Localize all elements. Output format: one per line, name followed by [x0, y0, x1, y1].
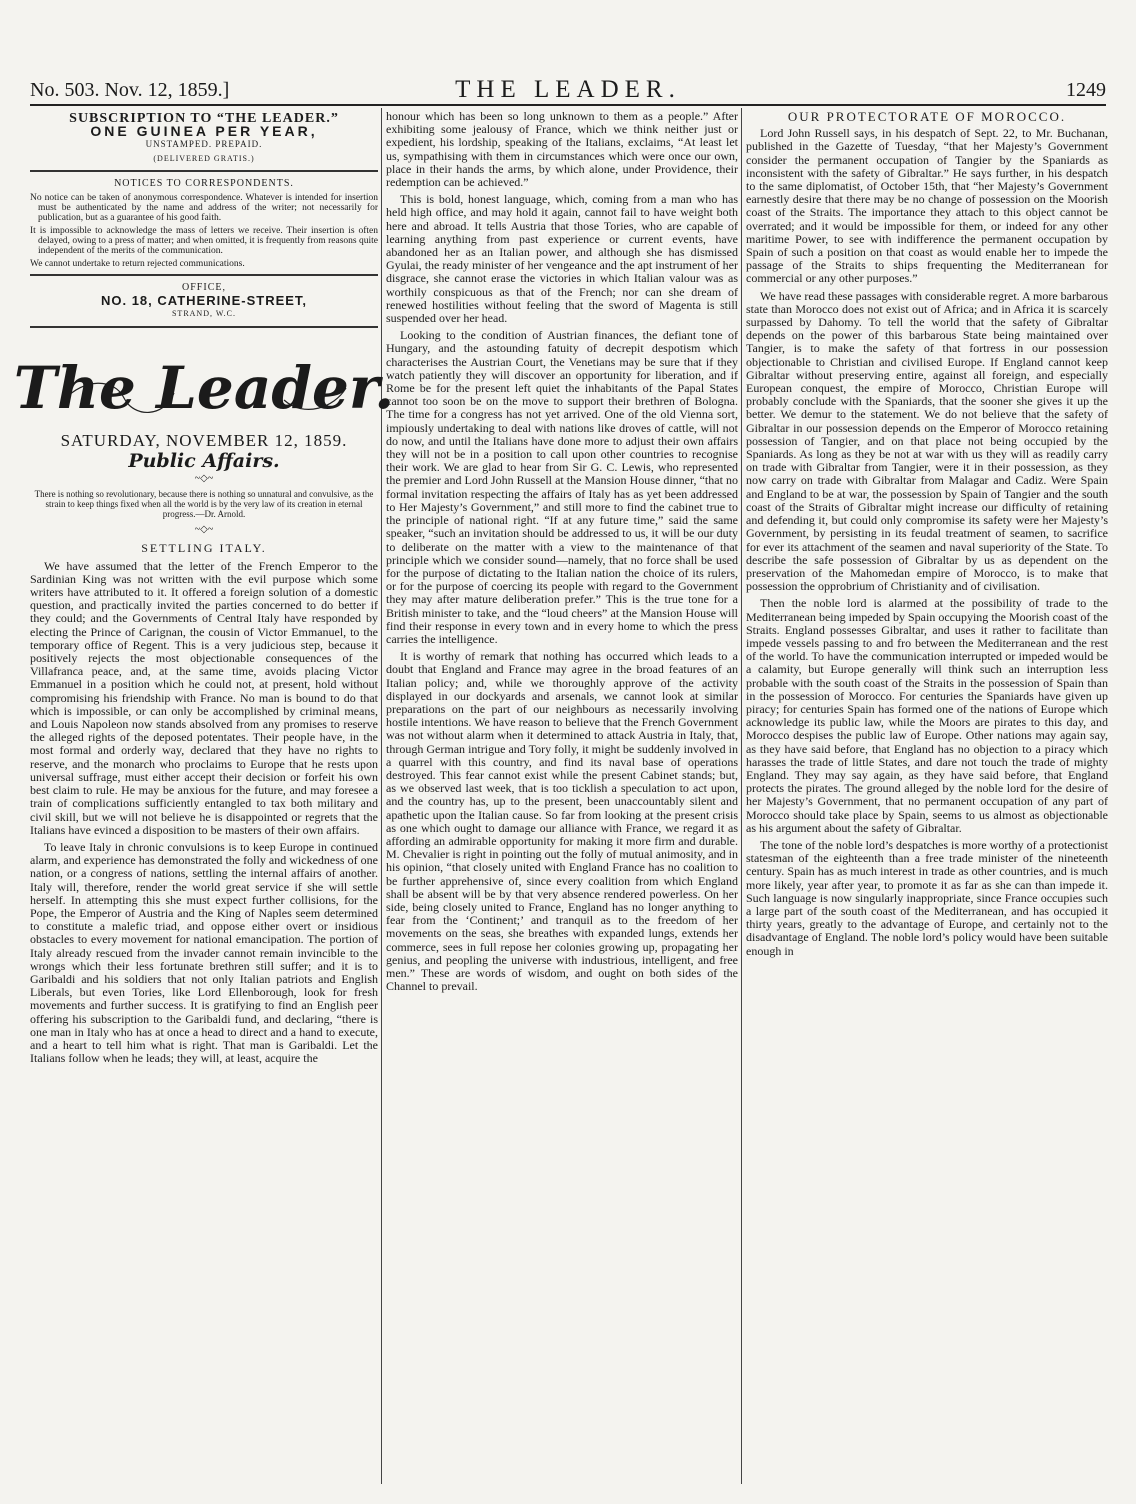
article-paragraph: Then the noble lord is alarmed at the possibility of trade to the Mediterranean being impeded by Spain occupying the Moorish coast of the Straits. England possesses Gibraltar, and uses it rather to facilitate than impede vessels passing to and fro between the Mediterranean and the rest of the world. To have the communication interrupted or impeded would be a calamity, but Europe generally will think such an interruption less probable with the south coast of the Straits in the possession of Spain than in the possession of Morocco. For centuries the Spaniards have given up piracy; for centuries Spain has formed one of the nations of Europe which acknowledge its public law, while the Moors are pirates to this day, and Morocco despises the public law of Europe. Other nations may again say, as they have said before, that England has no objection to a piracy which harasses the trade of little States, and dare not touch the trade of mighty England. They may say again, as they have said before, that England protects the pirates. The ground alleged by the noble lord for the desire of her Majesty’s Government, that no permanent occupation of any part of Morocco should take place by Spain, seems to us almost as objectionable as his argument about the safety of Gibraltar. [746, 596, 1108, 835]
article-paragraph: We have read these passages with considerable regret. A more barbarous state than Morocco does not exist out of Africa; and in Africa it is scarcely surpassed by Dahomy. To tell the world that the safety of Gibraltar depends on the power of this barbarous State being maintained over Tangier, is to make the safety of that fortress in our possession objectionable to Christian and civilised Europe. If England cannot keep Gibraltar without preserving entire, against all foreign, and especially European conquest, the empire of Morocco, Christian Europe will probably conclude with the Spaniards, that the sooner she gives it up the better. We demur to the statement. We do not believe that the safety of Gibraltar in our possession depends on the Emperor of Morocco retaining possession of Tangier, and on that place not being occupied by the Spaniards. As long as they be not at war with us they will as readily carry on trade with Gibraltar from Tangier, were it in their possession, as they now carry on trade with Gibraltar from Malagar and Cadiz. Were Spain and England to be at war, the possession by Spain of Tangier and the south coast of the Straits of Gibraltar might increase our difficulty of retaining and defending it, but could only compromise its safety were her Majesty’s Government, by persisting in its feudal treatment of seamen, to sacrifice for ever its attachment of the seamen and naval superiority of the State. To describe the safe possession of Gibraltar by us as dependent on the preservation of the Mahomedan empire of Morocco, is to make that possession the opprobrium of Christianity and of civilisation. [746, 288, 1108, 594]
article-paragraph: It is worthy of remark that nothing has occurred which leads to a doubt that England and France may agree in the broad features of an Italian policy; and, while we thoroughly approve of the activity displayed in our dockyards and arsenals, we cannot look at similar preparations on the part of our neighbours as necessarily involving hostile intentions. We have reason to believe that the French Government was not without alarm when it determined to attack Austria in Italy, that, through German intrigue and Tory folly, it might be suddenly involved in a quarrel with this country, and find its naval base of operations destroyed. This fear cannot exist while the present Cabinet stands; but, as we observed last week, that is too ticklish a speculation to act upon, and the country has, up to the present, been unaccountably silent and apathetic upon the Italian cause. So far from looking at the present crisis as one which ought to damage our alliance with France, we regard it as affording an admirable opportunity for making it more firm and durable. M. Chevalier is right in pointing out the folly of mutual animosity, and in his opinion, “that closely united with England France has no coalition to be further apprehensive of, since every coalition from which England shall be absent will be by that very absence rendered powerless. On her side, being closely united to France, England has no longer anything to fear from the ‘Continent;’ and tranquil as to the freedom of her movements on the seas, she breathes with expanded lungs, extends her commerce, sees in full repose her colonies growing up, propagating her genius, and peopling the universe with industrious, intelligent, and free men.” These are words of wisdom, and ought on both sides of the Channel to prevail. [386, 649, 738, 994]
article-paragraph: We have assumed that the letter of the French Emperor to the Sardinian King was not written with the evil purpose which some writers have attributed to it. It offered a foreign solution of a domestic question, and practically invited the parties concerned to do better if they could; and the Governments of Central Italy have responded by electing the Prince of Carignan, the cousin of Victor Emmanuel, to the temporary office of Regent. This is a very judicious step, because it positively rejects the most objectionable consequences of the Villafranca peace, and, at the same time, avoids placing Victor Emmanuel in a position which he could not, at present, hold without compromising his friendship with France. No man is bound to do that which is impossible, or can only be accomplished by criminal means, and Louis Napoleon now stands absolved from any promises to reserve the alleged rights of the deposed potentates. Their people have, in the most formal and orderly way, declared that they have no rights to reserve, and the monarch who proclaims to Europe that he rests upon universal suffrage, must either accept their decision or forfeit his own best claim to rule. He may be anxious for the future, and may foresee a train of complications sufficiently entangled to tax both military and civil skill, but we will not believe he is disappointed or regrets that the Italians have evinced a disposition to be masters of their own affairs. [30, 558, 378, 837]
column-rule [381, 108, 382, 1484]
office-address: NO. 18, CATHERINE-STREET, [100, 293, 308, 309]
article-paragraph: Lord John Russell says, in his despatch of Sept. 22, to Mr. Buchanan, published in the Gazette of Tuesday, “that her Majesty’s Government consider the permanent occupation of Tangier by the Spaniards as inconsistent with the safety of Gibraltar.” He says further, in his despatch to the same diplomatist, of October 15th, that “her Majesty’s Government earnestly desire that there may be no change of possession on the Moorish coast of the Straits. The importance they attach to this object cannot be overrated; and it would be impossible for them, or indeed for any other maritime Power, to see with indifference the permanent occupation by Spain of such a position on that coast as would enable her to impede the passage of the Straits to ships frequenting the Mediterranean for commercial or any other purposes.” [746, 126, 1108, 286]
notices-heading: NOTICES TO CORRESPONDENTS. [114, 177, 294, 189]
article-paragraph: honour which has been so long unknown to them as a people.” After exhibiting some jealousy of France, which we think neither just or expedient, his lordship, speaking of the Italians, exclaims, “At least let us, sympathising with them in circumstances which were once our own, place in their hands the arms, by which alone, under Providence, their redemption can be achieved.” [386, 109, 738, 190]
subscription-price: ONE GUINEA PER YEAR, [90, 123, 318, 140]
page-number: 1249 [1066, 79, 1106, 101]
motto: There is nothing so revolutionary, because there is nothing so unnatural and convulsive, as the strain to keep things fixed when all the world is by the very law of its creation in eternal progress.—Dr. Arnold. [34, 489, 374, 520]
ornament-icon: ~◇~ [194, 524, 214, 536]
subscription-terms: UNSTAMPED. PREPAID. [145, 139, 263, 150]
office-district: STRAND, W.C. [171, 309, 236, 319]
column-1 [13, 110, 395, 1486]
notice-item: It is impossible to acknowledge the mass of letters we receive. Their insertion is often delayed, owing to a press of matter; and when omitted, it is frequently from reasons quite independent of the merits of the communication. [30, 226, 378, 257]
masthead-logo [13, 338, 395, 428]
divider [30, 170, 378, 172]
section-heading: Public Affairs. [128, 449, 280, 472]
notice-item: No notice can be taken of anonymous correspondence. Whatever is intended for insertion must be authenticated by the name and address of the writer; not necessarily for publication, but as a guarantee of his good faith. [30, 193, 378, 224]
ornament-icon: ~◇~ [194, 473, 214, 485]
article-paragraph: Looking to the condition of Austrian finances, the defiant tone of Hungary, and the astounding fatuity of decrepit despotism which characterises the Austrian Court, the Venetians may be sure that if they watch patiently they will discover an opportunity for liberation, and if Rome be for the present left quiet the inhabitants of the Papal States cannot too soon be on the move to support their brethren of Bologna. The time for a congress has not yet arrived. One of the old Vienna sort, impiously undertaking to deal with nations like droves of cattle, will not do now, and until the Italians have done more to adjust their own affairs they will not be in a position to call upon other countries to recognise their work. We are glad to hear from Sir G. C. Lewis, who represented the premier and Lord John Russell at the Mansion House dinner, “that no formal invitation respecting the affairs of Italy has as yet been addressed to Her Majesty’s Government,” and still more to find the cabinet true to the principle of national right. “If at any future time,” said the same speaker, “such an invitation should be addressed to us, it will be our duty to deliberate on the matter with a view to the maintenance of that principle which we consider sound—namely, that no force shall be used for the purpose of dictating to the Italian nation the choice of its rulers, or for the purpose of coercing its people with regard to the Government they may after mature deliberation prefer.” This is the true tone for a British minister to take, and the “loud cheers” at the Mansion House will find their response in every town and in every home to which the press carries the intelligence. [386, 328, 738, 646]
column-3 [746, 110, 1108, 1486]
office-label: OFFICE, [182, 282, 226, 294]
dateline: SATURDAY, NOVEMBER 12, 1859. [60, 430, 348, 450]
divider [30, 326, 378, 328]
article-paragraph: The tone of the noble lord’s despatches is more worthy of a protectionist statesman of the eighteenth than a free trade minister of the nineteenth century. Spain has as much interest in trade as other countries, and is much more likely, year after year, to promote it as far as she can than impede it. Such language is now singularly inappropriate, since France occupies such a large part of the south coast of the Mediterranean, and has occupied it thirty years, greatly to the advantage of Europe, and certainly not to the disadvantage of England. The noble lord’s policy would have been suitable enough in [746, 837, 1108, 958]
divider [30, 274, 378, 276]
column-rule [741, 108, 742, 1484]
subscription-note: (DELIVERED GRATIS.) [153, 153, 255, 163]
masthead-text: The Leader. [13, 353, 395, 422]
newspaper-title: THE LEADER. [455, 76, 681, 103]
issue-number: No. 503. Nov. 12, 1859.] [30, 79, 230, 101]
masthead-flourish-icon [13, 338, 395, 428]
subscription-title: SUBSCRIPTION TO “THE LEADER.” [69, 111, 339, 126]
article-title: OUR PROTECTORATE OF MOROCCO. [787, 109, 1067, 124]
article-title: SETTLING ITALY. [141, 541, 267, 556]
notice-item: We cannot undertake to return rejected communications. [30, 259, 245, 270]
article-paragraph: To leave Italy in chronic convulsions is to keep Europe in continued alarm, and experience has demonstrated the folly and wickedness of one nation, or a congress of nations, settling the internal affairs of another. Italy will, therefore, render the world great service if she will settle herself. In attempting this she must expect further collisions, for the Pope, the Emperor of Austria and the King of Naples seem determined to constitute a malefic triad, and oppose either overt or insidious obstacles to every movement for national emancipation. The portion of Italy already rescued from the invader cannot remain invincible to the wrongs which their less fortunate brethren still suffer; and it is to Garibaldi and his soldiers that not only Italian patriots and English Liberals, but even Tories, like Lord Ellenborough, look for fresh movements and further success. It is gratifying to find an English peer offering his subscription to the Garibaldi fund, and declaring, “there is one man in Italy who has at once a head to direct and a hand to execute, and a heart to tell him what is right. That man is Garibaldi. Let the Italians follow when he leads; they will, at least, acquire the [30, 839, 378, 1066]
article-paragraph: This is bold, honest language, which, coming from a man who has held high office, and may hold it again, cannot fail to have weight both here and abroad. It tells Austria that those Tories, who are capable of learning anything from past experience or current events, have abandoned her as an Italian power, and although she has dismissed Gyulai, the ready minister of her vengeance and the apt instrument of her disgrace, she cannot erase the victories in which Italian valour was as worthily conspicuous as that of the French; nor can she dream of renewed hostilities without feeling that the sword of Magenta is still suspended over her head. [386, 192, 738, 326]
running-header [30, 78, 1106, 106]
column-2 [386, 110, 738, 1486]
